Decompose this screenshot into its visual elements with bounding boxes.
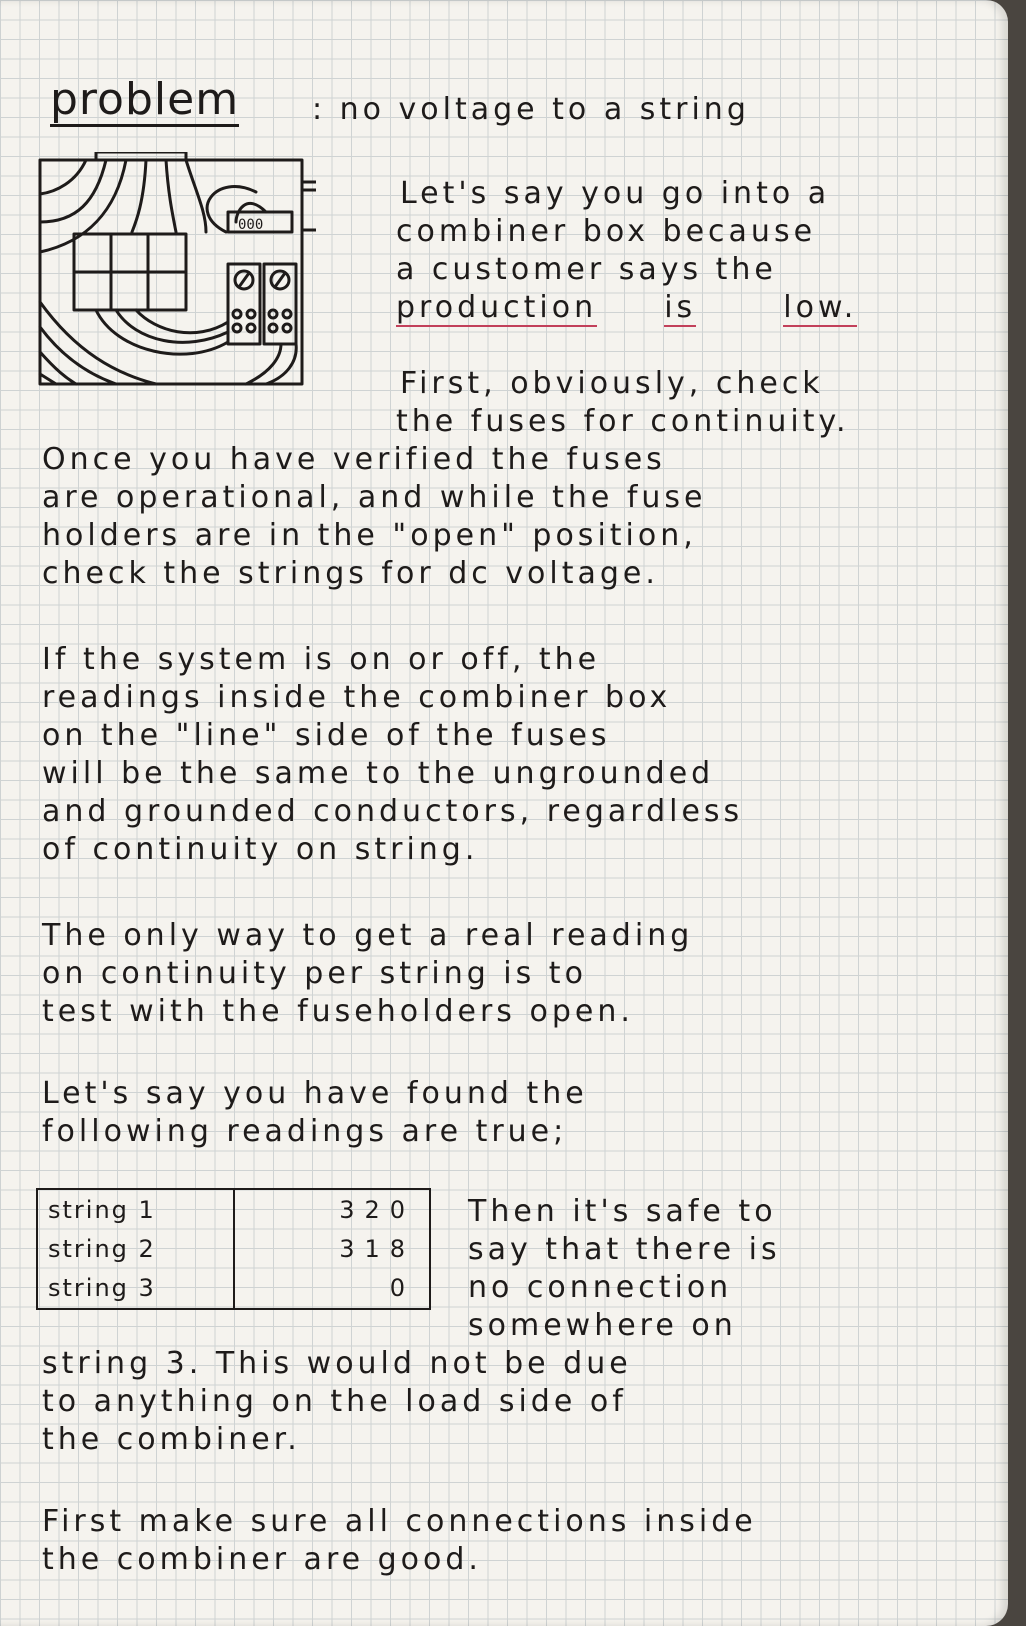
table-side-line-1: Then it's safe to [468,1194,777,1229]
title-problem: problem [50,74,240,125]
para3-line-5: and grounded conductors, regardless [42,794,744,829]
para2-line-1: Once you have verified the fuses [42,442,666,477]
title-subject: : no voltage to a string [312,92,750,127]
table-side-line-4: somewhere on [468,1308,737,1343]
word-is: is [664,290,697,325]
para2-line-4: check the strings for dc voltage. [42,556,659,591]
para5-line-1: Let's say you have found the [42,1076,588,1111]
string-label: string 3 [37,1269,234,1309]
string-label: string 2 [37,1229,234,1268]
para2-line-3: holders are in the "open" position, [42,518,697,553]
para6-line-2: to anything on the load side of [42,1384,627,1419]
table-side-line-2: say that there is [468,1232,781,1267]
para3-line-3: on the "line" side of the fuses [42,718,611,753]
string-reading: 0 [389,1274,415,1303]
fuse-strip-label: 000 [238,217,264,233]
intro-line-1: Let's say you go into a [400,176,831,211]
intro-line-4 [396,288,857,327]
para3-line-4: will be the same to the ungrounded [42,756,715,791]
para3-line-6: of continuity on string. [42,832,479,867]
para4-line-3: test with the fuseholders open. [42,994,634,1029]
table-row [37,1189,430,1229]
string-reading: 318 [339,1234,415,1263]
para6-line-1: string 3. This would not be due [42,1346,632,1381]
word-production: production [396,290,598,325]
side-disconnect [302,190,316,230]
intro-line-2: combiner box because [396,214,817,249]
para2-line-2: are operational, and while the fuse [42,480,707,515]
para3-line-2: readings inside the combiner box [42,680,672,715]
readings-table [36,1188,431,1310]
combiner-box-sketch [36,152,316,400]
intro-line-3: a customer says the [396,252,777,287]
para7-line-1: First make sure all connections inside [42,1504,757,1539]
para5-line-2: following readings are true; [42,1114,568,1149]
string-label: string 1 [37,1189,234,1229]
para1-line-2: the fuses for continuity. [396,404,850,439]
para4-line-2: on continuity per string is to [42,956,587,991]
string-reading: 320 [339,1195,415,1224]
para6-line-3: the combiner. [42,1422,301,1457]
para7-line-2: the combiner are good. [42,1542,482,1577]
para1-line-1: First, obviously, check [400,366,824,401]
para4-line-1: The only way to get a real reading [42,918,694,953]
word-low: low. [783,290,858,325]
table-row [37,1229,430,1268]
table-side-line-3: no connection [468,1270,733,1305]
table-row [37,1269,430,1309]
para3-line-1: If the system is on or off, the [42,642,601,677]
